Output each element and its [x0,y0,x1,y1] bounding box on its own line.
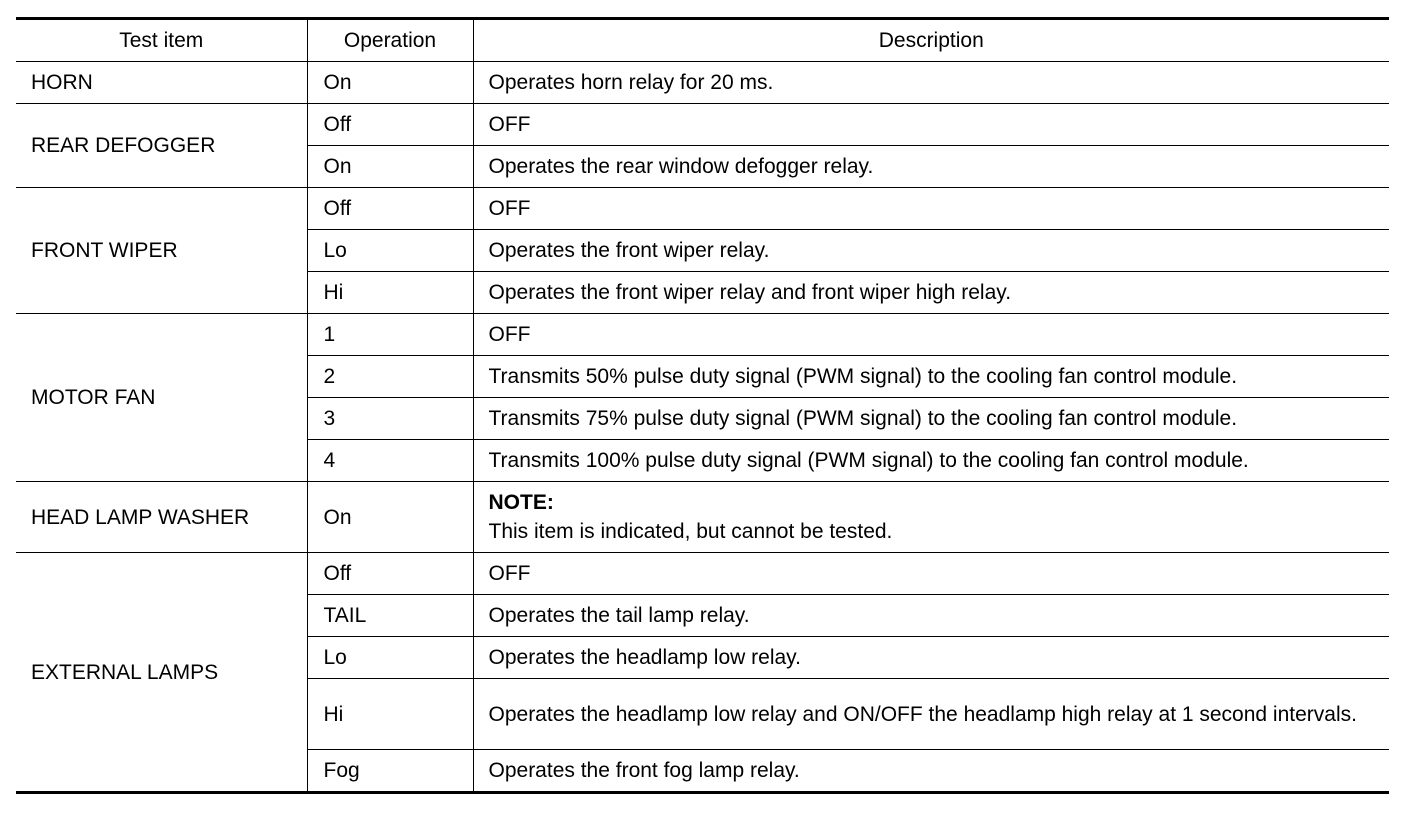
header-row [16,19,1389,62]
table-row [16,553,1389,595]
operation-cell: 2 [307,356,473,398]
description-cell: Operates horn relay for 20 ms. [473,62,1389,104]
description-cell: OFF [473,553,1389,595]
test-item-front-wiper: FRONT WIPER [16,188,307,314]
operation-cell: 4 [307,440,473,482]
description-cell: OFF [473,314,1389,356]
note-text: This item is indicated, but cannot be tested. [488,520,893,543]
operation-cell: 1 [307,314,473,356]
test-item-table [16,17,1389,794]
operation-cell: Off [307,104,473,146]
test-item-head-lamp-washer: HEAD LAMP WASHER [16,482,307,553]
header-test-item: Test item [16,19,307,62]
operation-cell: Off [307,188,473,230]
description-cell: Operates the headlamp low relay and ON/OFF the headlamp high relay at 1 second intervals. [473,679,1389,750]
test-item-horn: HORN [16,62,307,104]
note-label: NOTE: [488,491,554,514]
table-row [16,188,1389,230]
table-row [16,482,1389,553]
description-cell: OFF [473,188,1389,230]
operation-cell: Hi [307,679,473,750]
description-cell: Transmits 75% pulse duty signal (PWM signal) to the cooling fan control module. [473,398,1389,440]
description-cell: Operates the rear window defogger relay. [473,146,1389,188]
operation-cell: On [307,62,473,104]
description-cell: Operates the front wiper relay and front wiper high relay. [473,272,1389,314]
table-row [16,104,1389,146]
operation-cell: Lo [307,230,473,272]
description-cell: OFF [473,104,1389,146]
description-cell: Operates the front wiper relay. [473,230,1389,272]
description-cell: Transmits 50% pulse duty signal (PWM signal) to the cooling fan control module. [473,356,1389,398]
operation-cell: TAIL [307,595,473,637]
description-cell: Operates the headlamp low relay. [473,637,1389,679]
operation-cell: 3 [307,398,473,440]
description-cell: Operates the front fog lamp relay. [473,750,1389,793]
description-cell: Transmits 100% pulse duty signal (PWM signal) to the cooling fan control module. [473,440,1389,482]
operation-cell: Hi [307,272,473,314]
operation-cell: Fog [307,750,473,793]
header-description: Description [473,19,1389,62]
description-cell: Operates the tail lamp relay. [473,595,1389,637]
test-item-external-lamps: EXTERNAL LAMPS [16,553,307,793]
operation-cell: On [307,482,473,553]
operation-cell: On [307,146,473,188]
operation-cell: Off [307,553,473,595]
table-row [16,314,1389,356]
table-row [16,62,1389,104]
description-cell [473,482,1389,553]
operation-cell: Lo [307,637,473,679]
test-item-motor-fan: MOTOR FAN [16,314,307,482]
header-operation: Operation [307,19,473,62]
test-item-rear-defogger: REAR DEFOGGER [16,104,307,188]
